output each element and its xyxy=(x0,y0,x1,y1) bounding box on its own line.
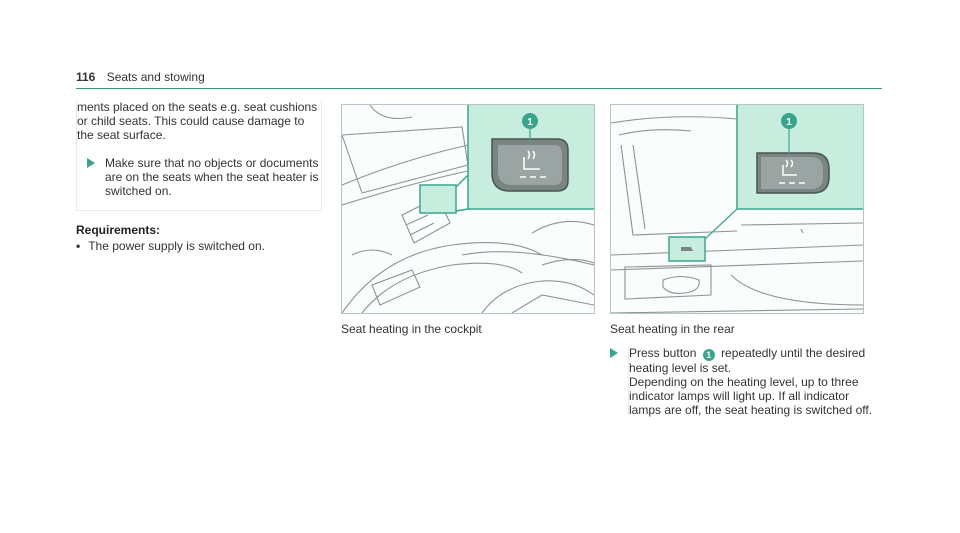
caption-rear: Seat heating in the rear xyxy=(610,322,735,336)
notice-box xyxy=(76,100,322,211)
step-arrow-icon xyxy=(610,348,618,358)
notice-step-text: Make sure that no objects or documents are on the seats when the seat heater is switched on. xyxy=(105,156,319,198)
figure-rear xyxy=(610,104,864,314)
requirements-item xyxy=(76,239,322,253)
right-column xyxy=(610,346,880,417)
instruction-step-text xyxy=(629,346,880,375)
instruction-step xyxy=(610,346,880,417)
step-arrow-icon xyxy=(87,158,95,168)
step-text-after: repeatedly until the desired heating level is set. xyxy=(629,346,866,375)
instruction-step-body xyxy=(628,346,880,417)
left-column xyxy=(76,100,322,253)
notice-continued-text: ments placed on the seats e.g. seat cushions or child seats. This could cause damage to the seat surface. xyxy=(77,100,318,142)
page-number: 116 xyxy=(76,70,96,84)
figure-cockpit xyxy=(341,104,595,314)
caption-cockpit: Seat heating in the cockpit xyxy=(341,322,482,336)
section-title: Seats and stowing xyxy=(106,70,205,84)
cockpit-illustration xyxy=(342,105,594,313)
header-rule xyxy=(76,88,882,89)
page-header xyxy=(76,70,205,84)
notice-step xyxy=(77,156,321,198)
inline-callout-badge: 1 xyxy=(703,349,715,361)
seat-heating-button-highlight xyxy=(420,185,456,213)
requirements-item-text: The power supply is switched on. xyxy=(88,239,265,253)
instruction-step-detail: Depending on the heating level, up to three indicator lamps will light up. If all indicator lamps are off, the seat heating is switched off. xyxy=(629,375,873,417)
rear-illustration xyxy=(611,105,863,313)
callout-number: 1 xyxy=(527,117,533,128)
step-text-before: Press button xyxy=(629,346,697,360)
bullet-icon: • xyxy=(76,239,81,253)
requirements-title: Requirements: xyxy=(76,223,161,237)
callout-number: 1 xyxy=(786,117,792,128)
